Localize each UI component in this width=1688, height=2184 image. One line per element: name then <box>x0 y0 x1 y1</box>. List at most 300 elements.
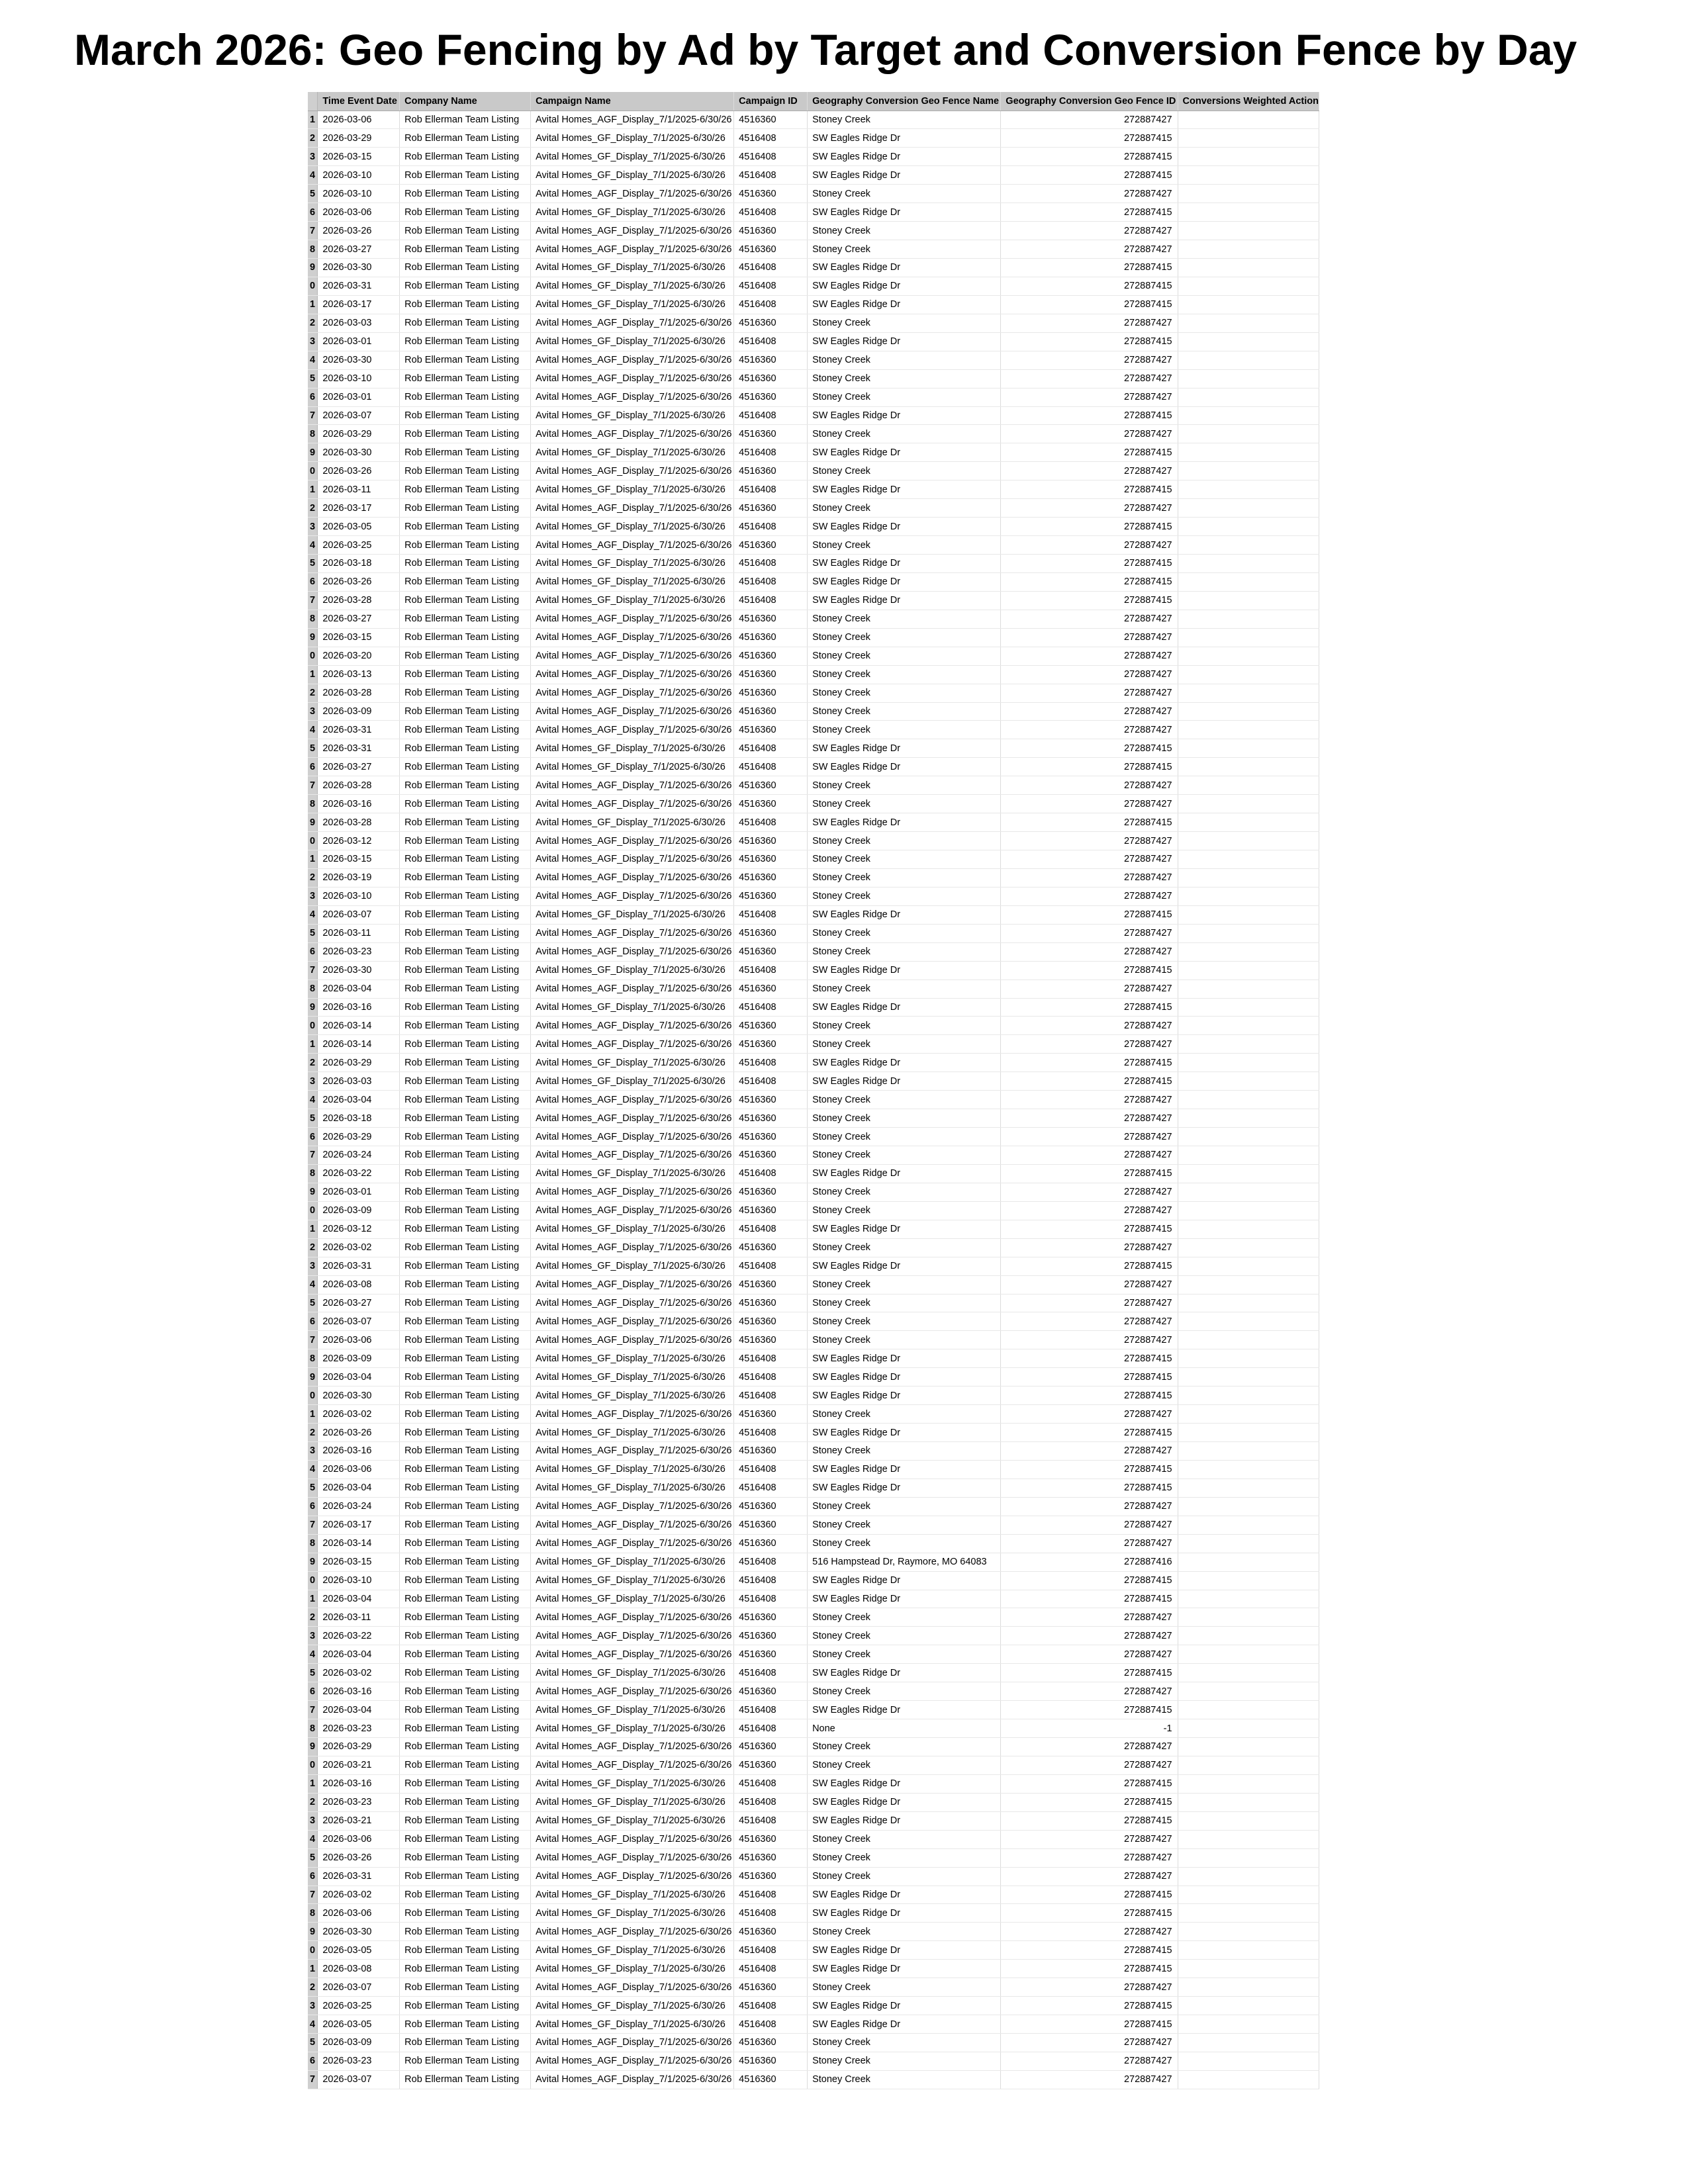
row-number-cell[interactable]: 0 <box>308 462 318 480</box>
geo-fence-id-cell[interactable]: 272887427 <box>1001 1331 1178 1349</box>
geo-fence-id-cell[interactable]: 272887415 <box>1001 1941 1178 1960</box>
campaign-id-cell[interactable]: 4516408 <box>734 1774 808 1793</box>
geo-fence-name-cell[interactable]: SW Eagles Ridge Dr <box>808 1904 1001 1923</box>
geo-fence-id-cell[interactable]: -1 <box>1001 1719 1178 1738</box>
campaign-name-cell[interactable]: Avital Homes_GF_Display_7/1/2025-6/30/26 <box>531 166 734 185</box>
row-number-cell[interactable]: 9 <box>308 813 318 832</box>
geo-fence-id-cell[interactable]: 272887415 <box>1001 1701 1178 1719</box>
row-number-cell[interactable]: 0 <box>308 1017 318 1035</box>
campaign-name-cell[interactable]: Avital Homes_GF_Display_7/1/2025-6/30/26 <box>531 295 734 314</box>
company-name-cell[interactable]: Rob Ellerman Team Listing <box>400 1516 531 1534</box>
campaign-id-cell[interactable]: 4516360 <box>734 702 808 721</box>
company-name-cell[interactable]: Rob Ellerman Team Listing <box>400 240 531 259</box>
campaign-id-cell[interactable]: 4516360 <box>734 1238 808 1257</box>
time-event-date-cell[interactable]: 2026-03-16 <box>318 795 400 813</box>
company-name-cell[interactable]: Rob Ellerman Team Listing <box>400 1811 531 1830</box>
geo-fence-name-cell[interactable]: SW Eagles Ridge Dr <box>808 1886 1001 1904</box>
geo-fence-name-cell[interactable]: SW Eagles Ridge Dr <box>808 277 1001 295</box>
geo-fence-name-cell[interactable]: Stoney Creek <box>808 887 1001 905</box>
row-number-cell[interactable]: 2 <box>308 1054 318 1072</box>
geo-fence-id-cell[interactable]: 272887427 <box>1001 1238 1178 1257</box>
geo-fence-name-cell[interactable]: Stoney Creek <box>808 185 1001 203</box>
geo-fence-name-cell[interactable]: SW Eagles Ridge Dr <box>808 1774 1001 1793</box>
row-number-cell[interactable]: 1 <box>308 665 318 684</box>
geo-fence-id-cell[interactable]: 272887415 <box>1001 1387 1178 1405</box>
time-event-date-cell[interactable]: 2026-03-21 <box>318 1811 400 1830</box>
geo-fence-name-cell[interactable]: Stoney Creek <box>808 721 1001 739</box>
geo-fence-id-cell[interactable]: 272887427 <box>1001 185 1178 203</box>
geo-fence-name-cell[interactable]: SW Eagles Ridge Dr <box>808 1997 1001 2015</box>
company-name-cell[interactable]: Rob Ellerman Team Listing <box>400 555 531 573</box>
conversions-weighted-action-cell[interactable] <box>1178 351 1319 369</box>
row-number-cell[interactable]: 4 <box>308 536 318 555</box>
geo-fence-name-cell[interactable]: SW Eagles Ridge Dr <box>808 406 1001 425</box>
row-number-cell[interactable]: 5 <box>308 739 318 758</box>
company-name-cell[interactable]: Rob Ellerman Team Listing <box>400 1054 531 1072</box>
campaign-id-cell[interactable]: 4516360 <box>734 721 808 739</box>
geo-fence-name-cell[interactable]: Stoney Creek <box>808 1516 1001 1534</box>
row-number-cell[interactable]: 5 <box>308 1664 318 1682</box>
geo-fence-id-cell[interactable]: 272887427 <box>1001 1035 1178 1054</box>
geo-fence-id-cell[interactable]: 272887415 <box>1001 295 1178 314</box>
campaign-id-cell[interactable]: 4516408 <box>734 129 808 148</box>
column-header-company-name[interactable]: Company Name <box>400 92 531 111</box>
time-event-date-cell[interactable]: 2026-03-06 <box>318 1830 400 1848</box>
campaign-id-cell[interactable]: 4516360 <box>734 1516 808 1534</box>
geo-fence-id-cell[interactable]: 272887415 <box>1001 1368 1178 1387</box>
company-name-cell[interactable]: Rob Ellerman Team Listing <box>400 1682 531 1701</box>
row-number-cell[interactable]: 3 <box>308 887 318 905</box>
row-number-cell[interactable]: 1 <box>308 1590 318 1608</box>
campaign-id-cell[interactable]: 4516360 <box>734 1738 808 1756</box>
campaign-name-cell[interactable]: Avital Homes_AGF_Display_7/1/2025-6/30/26 <box>531 1923 734 1941</box>
geo-fence-id-cell[interactable]: 272887415 <box>1001 443 1178 462</box>
campaign-id-cell[interactable]: 4516408 <box>734 1664 808 1682</box>
campaign-name-cell[interactable]: Avital Homes_AGF_Display_7/1/2025-6/30/26 <box>531 185 734 203</box>
campaign-id-cell[interactable]: 4516408 <box>734 1424 808 1442</box>
conversions-weighted-action-cell[interactable] <box>1178 1738 1319 1756</box>
campaign-name-cell[interactable]: Avital Homes_AGF_Display_7/1/2025-6/30/26 <box>531 222 734 240</box>
company-name-cell[interactable]: Rob Ellerman Team Listing <box>400 776 531 795</box>
time-event-date-cell[interactable]: 2026-03-28 <box>318 591 400 610</box>
time-event-date-cell[interactable]: 2026-03-15 <box>318 850 400 869</box>
row-number-cell[interactable]: 5 <box>308 369 318 388</box>
campaign-id-cell[interactable]: 4516360 <box>734 351 808 369</box>
company-name-cell[interactable]: Rob Ellerman Team Listing <box>400 795 531 813</box>
row-number-cell[interactable]: 9 <box>308 1183 318 1201</box>
campaign-name-cell[interactable]: Avital Homes_AGF_Display_7/1/2025-6/30/26 <box>531 462 734 480</box>
company-name-cell[interactable]: Rob Ellerman Team Listing <box>400 610 531 628</box>
campaign-id-cell[interactable]: 4516408 <box>734 443 808 462</box>
geo-fence-id-cell[interactable]: 272887415 <box>1001 758 1178 776</box>
conversions-weighted-action-cell[interactable] <box>1178 111 1319 129</box>
geo-fence-name-cell[interactable]: Stoney Creek <box>808 832 1001 850</box>
time-event-date-cell[interactable]: 2026-03-02 <box>318 1664 400 1682</box>
campaign-name-cell[interactable]: Avital Homes_AGF_Display_7/1/2025-6/30/26 <box>531 979 734 998</box>
row-number-cell[interactable]: 9 <box>308 443 318 462</box>
row-number-cell[interactable]: 2 <box>308 1424 318 1442</box>
conversions-weighted-action-cell[interactable] <box>1178 1405 1319 1424</box>
row-number-cell[interactable]: 5 <box>308 185 318 203</box>
campaign-id-cell[interactable]: 4516408 <box>734 1387 808 1405</box>
company-name-cell[interactable]: Rob Ellerman Team Listing <box>400 536 531 555</box>
row-number-cell[interactable]: 6 <box>308 1682 318 1701</box>
conversions-weighted-action-cell[interactable] <box>1178 185 1319 203</box>
geo-fence-name-cell[interactable]: Stoney Creek <box>808 111 1001 129</box>
campaign-id-cell[interactable]: 4516360 <box>734 1183 808 1201</box>
company-name-cell[interactable]: Rob Ellerman Team Listing <box>400 1479 531 1497</box>
corner-cell[interactable] <box>308 92 318 111</box>
geo-fence-id-cell[interactable]: 272887415 <box>1001 961 1178 979</box>
row-number-cell[interactable]: 3 <box>308 1997 318 2015</box>
geo-fence-name-cell[interactable]: SW Eagles Ridge Dr <box>808 758 1001 776</box>
company-name-cell[interactable]: Rob Ellerman Team Listing <box>400 1774 531 1793</box>
time-event-date-cell[interactable]: 2026-03-26 <box>318 1424 400 1442</box>
geo-fence-id-cell[interactable]: 272887427 <box>1001 776 1178 795</box>
company-name-cell[interactable]: Rob Ellerman Team Listing <box>400 1923 531 1941</box>
geo-fence-id-cell[interactable]: 272887427 <box>1001 2034 1178 2052</box>
conversions-weighted-action-cell[interactable] <box>1178 1664 1319 1682</box>
row-number-cell[interactable]: 0 <box>308 1941 318 1960</box>
campaign-name-cell[interactable]: Avital Homes_GF_Display_7/1/2025-6/30/26 <box>531 129 734 148</box>
conversions-weighted-action-cell[interactable] <box>1178 1960 1319 1978</box>
company-name-cell[interactable]: Rob Ellerman Team Listing <box>400 1627 531 1645</box>
company-name-cell[interactable]: Rob Ellerman Team Listing <box>400 1997 531 2015</box>
campaign-name-cell[interactable]: Avital Homes_AGF_Display_7/1/2025-6/30/26 <box>531 351 734 369</box>
row-number-cell[interactable]: 7 <box>308 961 318 979</box>
geo-fence-id-cell[interactable]: 272887415 <box>1001 203 1178 222</box>
company-name-cell[interactable]: Rob Ellerman Team Listing <box>400 1590 531 1608</box>
campaign-name-cell[interactable]: Avital Homes_AGF_Display_7/1/2025-6/30/26 <box>531 1183 734 1201</box>
conversions-weighted-action-cell[interactable] <box>1178 887 1319 905</box>
row-number-cell[interactable]: 7 <box>308 1701 318 1719</box>
row-number-cell[interactable]: 6 <box>308 1497 318 1516</box>
time-event-date-cell[interactable]: 2026-03-28 <box>318 813 400 832</box>
company-name-cell[interactable]: Rob Ellerman Team Listing <box>400 1701 531 1719</box>
company-name-cell[interactable]: Rob Ellerman Team Listing <box>400 111 531 129</box>
campaign-id-cell[interactable]: 4516360 <box>734 1091 808 1109</box>
campaign-id-cell[interactable]: 4516408 <box>734 166 808 185</box>
geo-fence-name-cell[interactable]: SW Eagles Ridge Dr <box>808 1368 1001 1387</box>
geo-fence-name-cell[interactable]: Stoney Creek <box>808 850 1001 869</box>
conversions-weighted-action-cell[interactable] <box>1178 1886 1319 1904</box>
geo-fence-name-cell[interactable]: SW Eagles Ridge Dr <box>808 1941 1001 1960</box>
conversions-weighted-action-cell[interactable] <box>1178 832 1319 850</box>
conversions-weighted-action-cell[interactable] <box>1178 2070 1319 2089</box>
campaign-id-cell[interactable]: 4516360 <box>734 462 808 480</box>
geo-fence-id-cell[interactable]: 272887415 <box>1001 277 1178 295</box>
conversions-weighted-action-cell[interactable] <box>1178 721 1319 739</box>
conversions-weighted-action-cell[interactable] <box>1178 1719 1319 1738</box>
conversions-weighted-action-cell[interactable] <box>1178 684 1319 702</box>
conversions-weighted-action-cell[interactable] <box>1178 1368 1319 1387</box>
time-event-date-cell[interactable]: 2026-03-16 <box>318 1682 400 1701</box>
campaign-id-cell[interactable]: 4516360 <box>734 1442 808 1461</box>
campaign-name-cell[interactable]: Avital Homes_AGF_Display_7/1/2025-6/30/26 <box>531 369 734 388</box>
conversions-weighted-action-cell[interactable] <box>1178 1312 1319 1331</box>
geo-fence-name-cell[interactable]: SW Eagles Ridge Dr <box>808 166 1001 185</box>
campaign-id-cell[interactable]: 4516408 <box>734 1368 808 1387</box>
company-name-cell[interactable]: Rob Ellerman Team Listing <box>400 148 531 166</box>
geo-fence-id-cell[interactable]: 272887427 <box>1001 369 1178 388</box>
time-event-date-cell[interactable]: 2026-03-29 <box>318 129 400 148</box>
geo-fence-id-cell[interactable]: 272887415 <box>1001 2015 1178 2034</box>
row-number-cell[interactable]: 8 <box>308 1349 318 1368</box>
campaign-id-cell[interactable]: 4516360 <box>734 628 808 647</box>
time-event-date-cell[interactable]: 2026-03-20 <box>318 647 400 665</box>
geo-fence-id-cell[interactable]: 272887415 <box>1001 129 1178 148</box>
row-number-cell[interactable]: 2 <box>308 684 318 702</box>
time-event-date-cell[interactable]: 2026-03-14 <box>318 1035 400 1054</box>
conversions-weighted-action-cell[interactable] <box>1178 1497 1319 1516</box>
company-name-cell[interactable]: Rob Ellerman Team Listing <box>400 1128 531 1146</box>
geo-fence-id-cell[interactable]: 272887427 <box>1001 1109 1178 1128</box>
geo-fence-name-cell[interactable]: Stoney Creek <box>808 665 1001 684</box>
geo-fence-name-cell[interactable]: Stoney Creek <box>808 795 1001 813</box>
row-number-cell[interactable]: 7 <box>308 776 318 795</box>
conversions-weighted-action-cell[interactable] <box>1178 1682 1319 1701</box>
geo-fence-name-cell[interactable]: Stoney Creek <box>808 610 1001 628</box>
geo-fence-id-cell[interactable]: 272887415 <box>1001 572 1178 591</box>
geo-fence-name-cell[interactable]: Stoney Creek <box>808 1183 1001 1201</box>
conversions-weighted-action-cell[interactable] <box>1178 758 1319 776</box>
column-header-geo-fence-id[interactable]: Geography Conversion Geo Fence ID <box>1001 92 1178 111</box>
conversions-weighted-action-cell[interactable] <box>1178 1997 1319 2015</box>
geo-fence-id-cell[interactable]: 272887427 <box>1001 1516 1178 1534</box>
geo-fence-id-cell[interactable]: 272887427 <box>1001 868 1178 887</box>
time-event-date-cell[interactable]: 2026-03-15 <box>318 1553 400 1571</box>
conversions-weighted-action-cell[interactable] <box>1178 665 1319 684</box>
company-name-cell[interactable]: Rob Ellerman Team Listing <box>400 1553 531 1571</box>
geo-fence-name-cell[interactable]: SW Eagles Ridge Dr <box>808 1701 1001 1719</box>
campaign-name-cell[interactable]: Avital Homes_AGF_Display_7/1/2025-6/30/26 <box>531 628 734 647</box>
geo-fence-id-cell[interactable]: 272887427 <box>1001 887 1178 905</box>
geo-fence-id-cell[interactable]: 272887427 <box>1001 832 1178 850</box>
geo-fence-id-cell[interactable]: 272887415 <box>1001 1164 1178 1183</box>
campaign-name-cell[interactable]: Avital Homes_AGF_Display_7/1/2025-6/30/26 <box>531 1405 734 1424</box>
company-name-cell[interactable]: Rob Ellerman Team Listing <box>400 1793 531 1811</box>
time-event-date-cell[interactable]: 2026-03-11 <box>318 924 400 942</box>
row-number-cell[interactable]: 8 <box>308 240 318 259</box>
conversions-weighted-action-cell[interactable] <box>1178 1091 1319 1109</box>
row-number-cell[interactable]: 2 <box>308 314 318 332</box>
conversions-weighted-action-cell[interactable] <box>1178 518 1319 536</box>
geo-fence-id-cell[interactable]: 272887427 <box>1001 1923 1178 1941</box>
campaign-id-cell[interactable]: 4516408 <box>734 813 808 832</box>
row-number-cell[interactable]: 8 <box>308 1534 318 1553</box>
campaign-name-cell[interactable]: Avital Homes_AGF_Display_7/1/2025-6/30/26 <box>531 1645 734 1664</box>
row-number-cell[interactable]: 9 <box>308 259 318 277</box>
campaign-name-cell[interactable]: Avital Homes_AGF_Display_7/1/2025-6/30/26 <box>531 610 734 628</box>
campaign-id-cell[interactable]: 4516360 <box>734 776 808 795</box>
row-number-cell[interactable]: 3 <box>308 332 318 351</box>
row-number-cell[interactable]: 6 <box>308 572 318 591</box>
campaign-id-cell[interactable]: 4516360 <box>734 924 808 942</box>
campaign-id-cell[interactable]: 4516360 <box>734 314 808 332</box>
company-name-cell[interactable]: Rob Ellerman Team Listing <box>400 647 531 665</box>
company-name-cell[interactable]: Rob Ellerman Team Listing <box>400 1331 531 1349</box>
campaign-name-cell[interactable]: Avital Homes_GF_Display_7/1/2025-6/30/26 <box>531 961 734 979</box>
time-event-date-cell[interactable]: 2026-03-31 <box>318 277 400 295</box>
conversions-weighted-action-cell[interactable] <box>1178 1811 1319 1830</box>
time-event-date-cell[interactable]: 2026-03-27 <box>318 758 400 776</box>
time-event-date-cell[interactable]: 2026-03-16 <box>318 1774 400 1793</box>
geo-fence-id-cell[interactable]: 272887416 <box>1001 1553 1178 1571</box>
geo-fence-name-cell[interactable]: SW Eagles Ridge Dr <box>808 572 1001 591</box>
conversions-weighted-action-cell[interactable] <box>1178 2052 1319 2070</box>
geo-fence-name-cell[interactable]: Stoney Creek <box>808 1275 1001 1294</box>
conversions-weighted-action-cell[interactable] <box>1178 1941 1319 1960</box>
campaign-id-cell[interactable]: 4516408 <box>734 1164 808 1183</box>
geo-fence-id-cell[interactable]: 272887427 <box>1001 1682 1178 1701</box>
column-header-geo-fence-name[interactable]: Geography Conversion Geo Fence Name <box>808 92 1001 111</box>
conversions-weighted-action-cell[interactable] <box>1178 443 1319 462</box>
geo-fence-id-cell[interactable]: 272887427 <box>1001 1405 1178 1424</box>
campaign-name-cell[interactable]: Avital Homes_AGF_Display_7/1/2025-6/30/26 <box>531 425 734 443</box>
column-header-campaign-name[interactable]: Campaign Name <box>531 92 734 111</box>
campaign-name-cell[interactable]: Avital Homes_AGF_Display_7/1/2025-6/30/26 <box>531 240 734 259</box>
campaign-id-cell[interactable]: 4516360 <box>734 185 808 203</box>
geo-fence-id-cell[interactable]: 272887415 <box>1001 1590 1178 1608</box>
campaign-id-cell[interactable]: 4516408 <box>734 1701 808 1719</box>
time-event-date-cell[interactable]: 2026-03-26 <box>318 572 400 591</box>
campaign-name-cell[interactable]: Avital Homes_GF_Display_7/1/2025-6/30/26 <box>531 1886 734 1904</box>
time-event-date-cell[interactable]: 2026-03-04 <box>318 979 400 998</box>
conversions-weighted-action-cell[interactable] <box>1178 702 1319 721</box>
geo-fence-name-cell[interactable]: Stoney Creek <box>808 1978 1001 1997</box>
conversions-weighted-action-cell[interactable] <box>1178 1701 1319 1719</box>
row-number-cell[interactable]: 3 <box>308 1627 318 1645</box>
geo-fence-id-cell[interactable]: 272887415 <box>1001 1479 1178 1497</box>
geo-fence-id-cell[interactable]: 272887415 <box>1001 1997 1178 2015</box>
campaign-name-cell[interactable]: Avital Homes_AGF_Display_7/1/2025-6/30/26 <box>531 1682 734 1701</box>
campaign-name-cell[interactable]: Avital Homes_AGF_Display_7/1/2025-6/30/26 <box>531 1830 734 1848</box>
geo-fence-name-cell[interactable]: Stoney Creek <box>808 1738 1001 1756</box>
company-name-cell[interactable]: Rob Ellerman Team Listing <box>400 905 531 924</box>
campaign-name-cell[interactable]: Avital Homes_AGF_Display_7/1/2025-6/30/26 <box>531 942 734 961</box>
time-event-date-cell[interactable]: 2026-03-09 <box>318 2034 400 2052</box>
geo-fence-id-cell[interactable]: 272887415 <box>1001 1220 1178 1238</box>
campaign-name-cell[interactable]: Avital Homes_GF_Display_7/1/2025-6/30/26 <box>531 1349 734 1368</box>
campaign-name-cell[interactable]: Avital Homes_AGF_Display_7/1/2025-6/30/26 <box>531 1312 734 1331</box>
campaign-id-cell[interactable]: 4516360 <box>734 684 808 702</box>
row-number-cell[interactable]: 8 <box>308 1719 318 1738</box>
campaign-id-cell[interactable]: 4516360 <box>734 1405 808 1424</box>
conversions-weighted-action-cell[interactable] <box>1178 942 1319 961</box>
time-event-date-cell[interactable]: 2026-03-12 <box>318 1220 400 1238</box>
conversions-weighted-action-cell[interactable] <box>1178 1201 1319 1220</box>
campaign-id-cell[interactable]: 4516360 <box>734 536 808 555</box>
row-number-cell[interactable]: 8 <box>308 1904 318 1923</box>
geo-fence-id-cell[interactable]: 272887427 <box>1001 536 1178 555</box>
time-event-date-cell[interactable]: 2026-03-10 <box>318 1571 400 1590</box>
campaign-id-cell[interactable]: 4516360 <box>734 979 808 998</box>
time-event-date-cell[interactable]: 2026-03-07 <box>318 2070 400 2089</box>
time-event-date-cell[interactable]: 2026-03-30 <box>318 443 400 462</box>
campaign-id-cell[interactable]: 4516408 <box>734 406 808 425</box>
conversions-weighted-action-cell[interactable] <box>1178 1035 1319 1054</box>
conversions-weighted-action-cell[interactable] <box>1178 1164 1319 1183</box>
company-name-cell[interactable]: Rob Ellerman Team Listing <box>400 942 531 961</box>
campaign-id-cell[interactable]: 4516360 <box>734 2052 808 2070</box>
campaign-name-cell[interactable]: Avital Homes_AGF_Display_7/1/2025-6/30/26 <box>531 1091 734 1109</box>
row-number-cell[interactable]: 5 <box>308 1848 318 1867</box>
row-number-cell[interactable]: 2 <box>308 1978 318 1997</box>
campaign-id-cell[interactable]: 4516360 <box>734 1645 808 1664</box>
row-number-cell[interactable]: 4 <box>308 1460 318 1479</box>
row-number-cell[interactable]: 1 <box>308 480 318 499</box>
campaign-id-cell[interactable]: 4516360 <box>734 1128 808 1146</box>
campaign-name-cell[interactable]: Avital Homes_GF_Display_7/1/2025-6/30/26 <box>531 1553 734 1571</box>
conversions-weighted-action-cell[interactable] <box>1178 1387 1319 1405</box>
campaign-name-cell[interactable]: Avital Homes_GF_Display_7/1/2025-6/30/26 <box>531 277 734 295</box>
campaign-name-cell[interactable]: Avital Homes_GF_Display_7/1/2025-6/30/26 <box>531 148 734 166</box>
conversions-weighted-action-cell[interactable] <box>1178 1645 1319 1664</box>
campaign-id-cell[interactable]: 4516360 <box>734 665 808 684</box>
campaign-name-cell[interactable]: Avital Homes_GF_Display_7/1/2025-6/30/26 <box>531 1719 734 1738</box>
company-name-cell[interactable]: Rob Ellerman Team Listing <box>400 1978 531 1997</box>
geo-fence-id-cell[interactable]: 272887427 <box>1001 647 1178 665</box>
campaign-name-cell[interactable]: Avital Homes_AGF_Display_7/1/2025-6/30/26 <box>531 832 734 850</box>
company-name-cell[interactable]: Rob Ellerman Team Listing <box>400 1220 531 1238</box>
time-event-date-cell[interactable]: 2026-03-02 <box>318 1405 400 1424</box>
campaign-id-cell[interactable]: 4516408 <box>734 1460 808 1479</box>
time-event-date-cell[interactable]: 2026-03-31 <box>318 1257 400 1275</box>
row-number-cell[interactable]: 2 <box>308 129 318 148</box>
company-name-cell[interactable]: Rob Ellerman Team Listing <box>400 332 531 351</box>
campaign-name-cell[interactable]: Avital Homes_AGF_Display_7/1/2025-6/30/26 <box>531 1035 734 1054</box>
conversions-weighted-action-cell[interactable] <box>1178 240 1319 259</box>
company-name-cell[interactable]: Rob Ellerman Team Listing <box>400 721 531 739</box>
time-event-date-cell[interactable]: 2026-03-04 <box>318 1590 400 1608</box>
time-event-date-cell[interactable]: 2026-03-11 <box>318 1608 400 1627</box>
campaign-id-cell[interactable]: 4516408 <box>734 555 808 573</box>
geo-fence-name-cell[interactable]: Stoney Creek <box>808 1128 1001 1146</box>
conversions-weighted-action-cell[interactable] <box>1178 1017 1319 1035</box>
time-event-date-cell[interactable]: 2026-03-12 <box>318 832 400 850</box>
campaign-id-cell[interactable]: 4516360 <box>734 1201 808 1220</box>
time-event-date-cell[interactable]: 2026-03-06 <box>318 1331 400 1349</box>
time-event-date-cell[interactable]: 2026-03-10 <box>318 887 400 905</box>
campaign-name-cell[interactable]: Avital Homes_GF_Display_7/1/2025-6/30/26 <box>531 758 734 776</box>
company-name-cell[interactable]: Rob Ellerman Team Listing <box>400 443 531 462</box>
company-name-cell[interactable]: Rob Ellerman Team Listing <box>400 277 531 295</box>
geo-fence-id-cell[interactable]: 272887427 <box>1001 1848 1178 1867</box>
campaign-id-cell[interactable]: 4516408 <box>734 1349 808 1368</box>
row-number-cell[interactable]: 9 <box>308 628 318 647</box>
campaign-id-cell[interactable]: 4516408 <box>734 1960 808 1978</box>
time-event-date-cell[interactable]: 2026-03-30 <box>318 1923 400 1941</box>
time-event-date-cell[interactable]: 2026-03-24 <box>318 1146 400 1165</box>
conversions-weighted-action-cell[interactable] <box>1178 1294 1319 1312</box>
geo-fence-id-cell[interactable]: 272887427 <box>1001 942 1178 961</box>
time-event-date-cell[interactable]: 2026-03-31 <box>318 1867 400 1886</box>
row-number-cell[interactable]: 7 <box>308 222 318 240</box>
company-name-cell[interactable]: Rob Ellerman Team Listing <box>400 628 531 647</box>
company-name-cell[interactable]: Rob Ellerman Team Listing <box>400 462 531 480</box>
campaign-name-cell[interactable]: Avital Homes_GF_Display_7/1/2025-6/30/26 <box>531 1793 734 1811</box>
campaign-name-cell[interactable]: Avital Homes_GF_Display_7/1/2025-6/30/26 <box>531 1054 734 1072</box>
time-event-date-cell[interactable]: 2026-03-22 <box>318 1627 400 1645</box>
company-name-cell[interactable]: Rob Ellerman Team Listing <box>400 1368 531 1387</box>
row-number-cell[interactable]: 0 <box>308 832 318 850</box>
campaign-id-cell[interactable]: 4516408 <box>734 1719 808 1738</box>
row-number-cell[interactable]: 7 <box>308 1516 318 1534</box>
company-name-cell[interactable]: Rob Ellerman Team Listing <box>400 406 531 425</box>
geo-fence-name-cell[interactable]: Stoney Creek <box>808 1867 1001 1886</box>
geo-fence-name-cell[interactable]: Stoney Creek <box>808 1848 1001 1867</box>
time-event-date-cell[interactable]: 2026-03-30 <box>318 961 400 979</box>
